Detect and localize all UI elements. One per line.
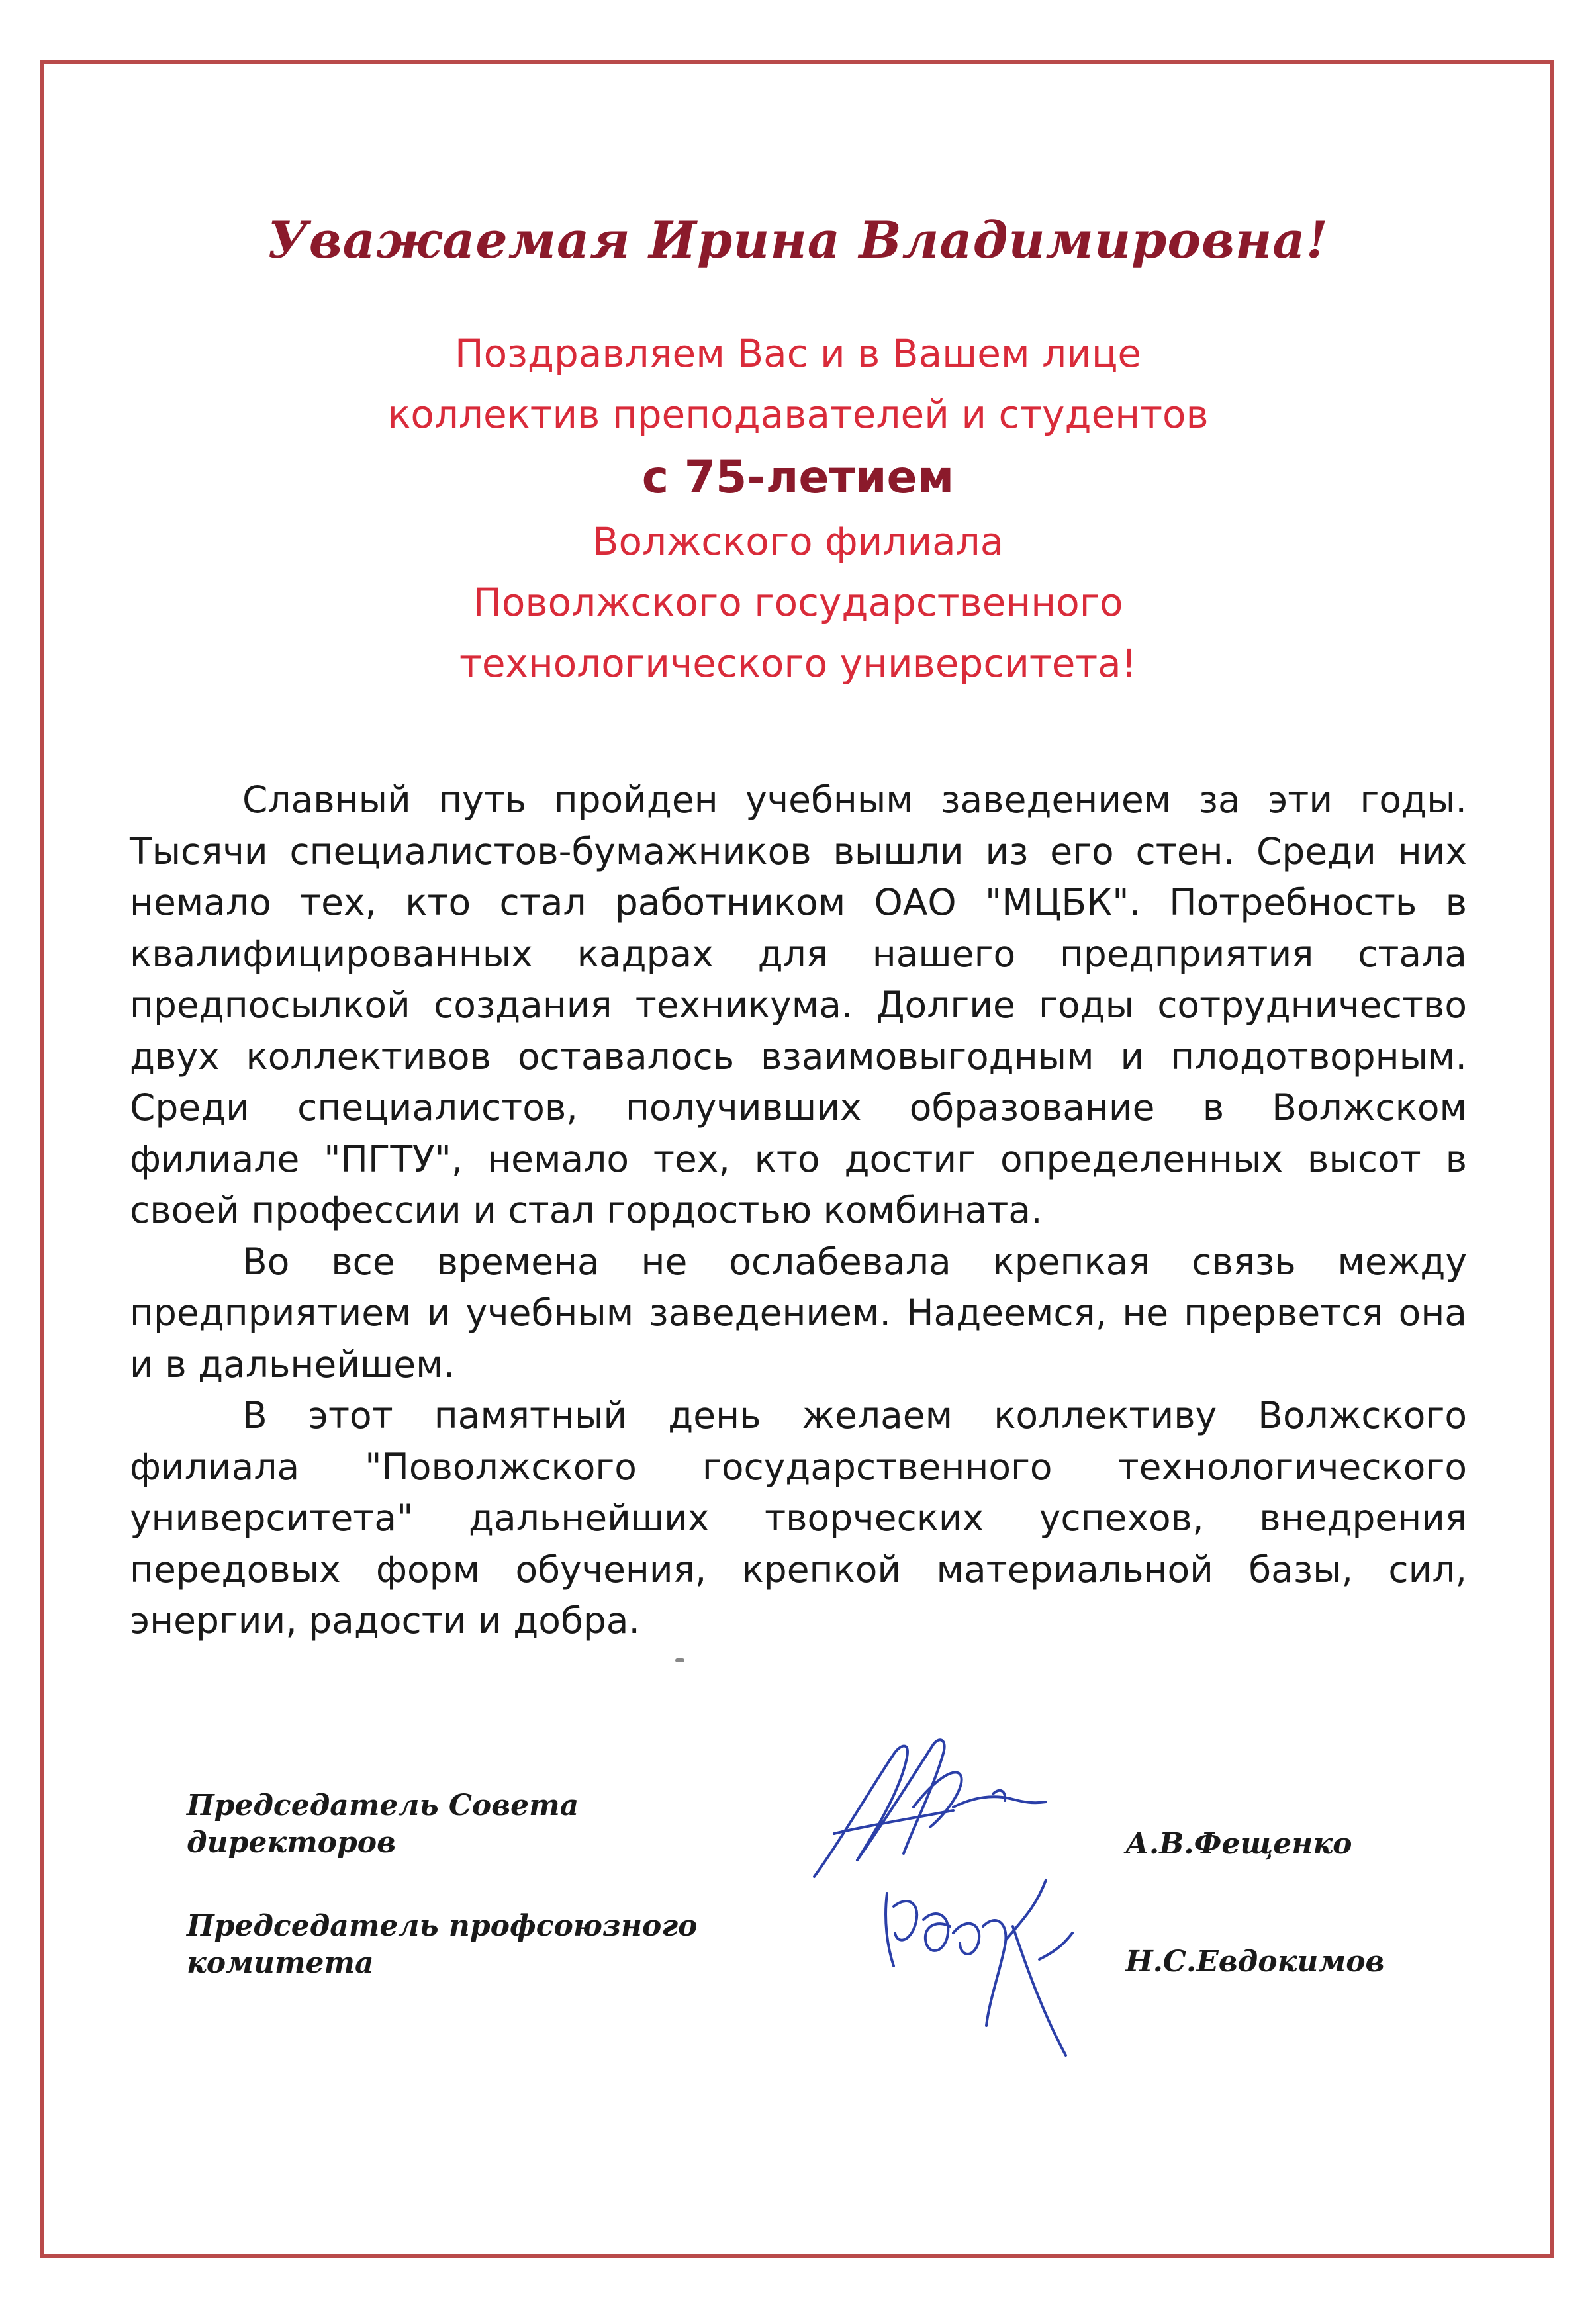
- congrats-line-4: Поволжского государственного: [473, 580, 1123, 625]
- congrats-line-2: коллектив преподавателей и студентов: [387, 392, 1209, 437]
- salutation-heading: Уважаемая Ирина Владимировна!: [267, 211, 1329, 269]
- signatory-1-title: [187, 1787, 579, 1861]
- congrats-line-5: технологического университета!: [459, 641, 1137, 686]
- congratulation-block: [0, 323, 1596, 694]
- signatory-2-title-line-1: Председатель профсоюзного: [187, 1909, 698, 1943]
- signature-1: [794, 1728, 1072, 1887]
- signatory-2-name: Н.С.Евдокимов: [1125, 1945, 1385, 1979]
- signatory-2-title: [187, 1908, 698, 1982]
- congrats-line-3: Волжского филиала: [592, 519, 1004, 564]
- signatory-1-title-line-2: директоров: [187, 1826, 397, 1859]
- body-paragraph-3: В этот памятный день желаем коллективу Волжского филиала "Поволжского государственного технологического университета" дальнейших творческих успехов, внедрения передовых форм обучения, крепкой материальной базы, сил, энергии, радости и добра.: [130, 1394, 1467, 1642]
- signatory-1-title-line-1: Председатель Совета: [187, 1789, 579, 1822]
- letter-body: [130, 774, 1467, 1647]
- body-paragraph-1: Славный путь пройден учебным заведением за эти годы. Тысячи специалистов-бумажников вышли из его стен. Среди них немало тех, кто стал работником ОАО "МЦБК". Потребность в квалифицированных кадрах для нашего предприятия стала предпосылкой создания техникума. Долгие годы сотрудничество двух коллективов оставалось взаимовыгодным и плодотворным. Среди специалистов, получивших образование в Волжском филиале "ПГТУ", немало тех, кто достиг определенных высот в своей профессии и стал гордостью комбината.: [130, 778, 1467, 1231]
- signatory-1-name: А.В.Фещенко: [1125, 1827, 1352, 1861]
- congrats-line-1: Поздравляем Вас и в Вашем лице: [454, 331, 1142, 376]
- signatory-2-title-line-2: комитета: [187, 1946, 374, 1980]
- body-paragraph-2: Во все времена не ослабевала крепкая связь между предприятием и учебным заведением. Надеемся, не прервется она и в дальнейшем.: [130, 1240, 1467, 1385]
- congrats-anniversary: с 75-летием: [641, 451, 955, 504]
- signature-2: [874, 1867, 1125, 2065]
- scan-speck: [675, 1658, 684, 1662]
